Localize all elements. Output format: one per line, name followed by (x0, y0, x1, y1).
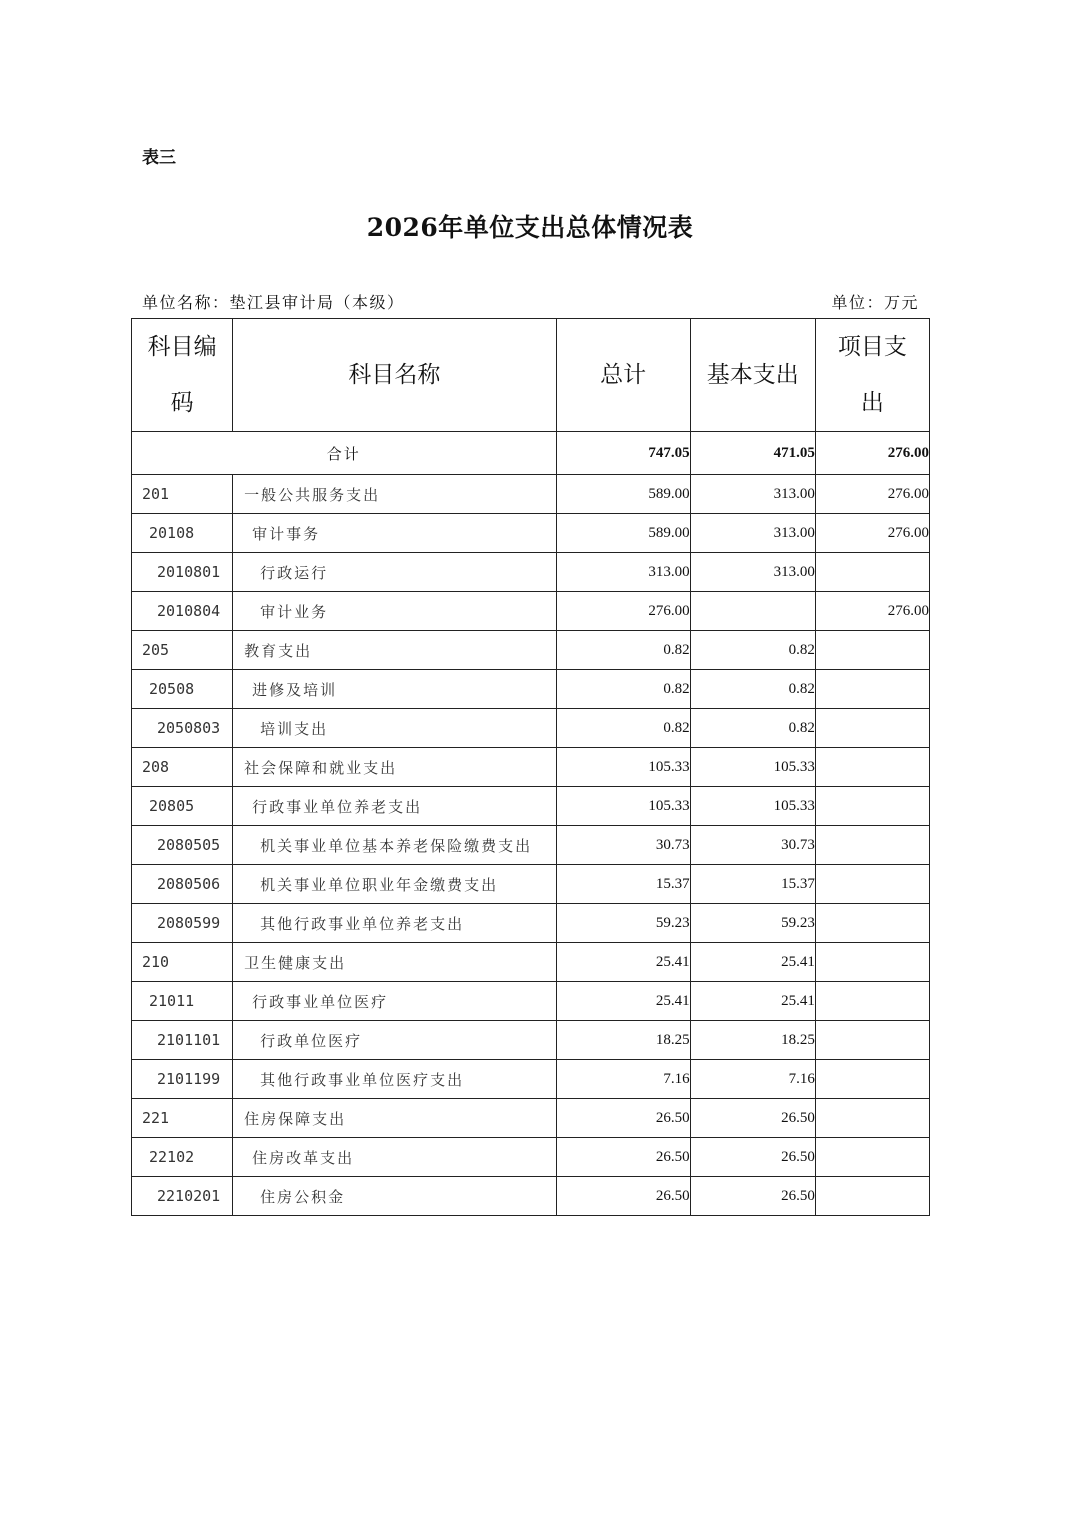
row-name: 行政事业单位养老支出 (233, 787, 556, 826)
row-total: 0.82 (556, 670, 690, 709)
row-basic: 26.50 (690, 1138, 815, 1177)
row-code: 2101101 (132, 1021, 233, 1060)
table-row (132, 475, 930, 514)
unit-measure: 单位：万元 (831, 293, 919, 312)
row-total: 26.50 (556, 1177, 690, 1216)
table-row (132, 1060, 930, 1099)
table-row (132, 553, 930, 592)
row-name: 住房改革支出 (233, 1138, 556, 1177)
header-total: 总计 (556, 319, 690, 432)
row-basic: 30.73 (690, 826, 815, 865)
row-name: 住房保障支出 (233, 1099, 556, 1138)
table-row (132, 748, 930, 787)
row-basic: 313.00 (690, 475, 815, 514)
total-basic: 471.05 (690, 432, 815, 475)
row-total: 25.41 (556, 982, 690, 1021)
row-project (815, 904, 929, 943)
row-basic: 26.50 (690, 1177, 815, 1216)
total-row (132, 432, 930, 475)
table-row (132, 826, 930, 865)
row-total: 589.00 (556, 514, 690, 553)
row-code: 22102 (132, 1138, 233, 1177)
row-code: 2080599 (132, 904, 233, 943)
row-total: 105.33 (556, 787, 690, 826)
row-code: 2101199 (132, 1060, 233, 1099)
header-code: 科目编码 (132, 319, 233, 432)
table-row (132, 787, 930, 826)
table-row (132, 1138, 930, 1177)
row-name: 社会保障和就业支出 (233, 748, 556, 787)
row-name: 审计业务 (233, 592, 556, 631)
row-code: 20508 (132, 670, 233, 709)
row-code: 20805 (132, 787, 233, 826)
row-project (815, 670, 929, 709)
row-basic: 18.25 (690, 1021, 815, 1060)
row-name: 机关事业单位职业年金缴费支出 (233, 865, 556, 904)
row-project (815, 982, 929, 1021)
row-project (815, 631, 929, 670)
row-name: 机关事业单位基本养老保险缴费支出 (233, 826, 556, 865)
table-row (132, 670, 930, 709)
table-label: 表三 (142, 148, 176, 168)
row-name: 卫生健康支出 (233, 943, 556, 982)
expenditure-table (131, 318, 930, 1216)
row-project (815, 1138, 929, 1177)
row-name: 教育支出 (233, 631, 556, 670)
row-basic: 59.23 (690, 904, 815, 943)
total-total: 747.05 (556, 432, 690, 475)
row-name: 行政事业单位医疗 (233, 982, 556, 1021)
row-code: 20108 (132, 514, 233, 553)
table-row (132, 1021, 930, 1060)
row-basic: 0.82 (690, 631, 815, 670)
table-row (132, 1099, 930, 1138)
row-code: 2080506 (132, 865, 233, 904)
row-code: 221 (132, 1099, 233, 1138)
row-code: 2010804 (132, 592, 233, 631)
row-basic: 0.82 (690, 709, 815, 748)
row-project (815, 787, 929, 826)
row-basic: 7.16 (690, 1060, 815, 1099)
header-project: 项目支出 (815, 319, 929, 432)
header-name: 科目名称 (233, 319, 556, 432)
row-project (815, 1177, 929, 1216)
row-name: 培训支出 (233, 709, 556, 748)
row-code: 205 (132, 631, 233, 670)
row-total: 15.37 (556, 865, 690, 904)
document-title: 2026年单位支出总体情况表 (366, 213, 694, 242)
row-basic: 25.41 (690, 943, 815, 982)
row-project: 276.00 (815, 475, 929, 514)
row-code: 210 (132, 943, 233, 982)
row-total: 25.41 (556, 943, 690, 982)
row-project: 276.00 (815, 592, 929, 631)
row-project (815, 748, 929, 787)
row-project (815, 709, 929, 748)
row-name: 其他行政事业单位医疗支出 (233, 1060, 556, 1099)
row-name: 其他行政事业单位养老支出 (233, 904, 556, 943)
row-basic: 0.82 (690, 670, 815, 709)
table-row (132, 514, 930, 553)
row-total: 105.33 (556, 748, 690, 787)
row-total: 59.23 (556, 904, 690, 943)
row-total: 26.50 (556, 1138, 690, 1177)
row-name: 进修及培训 (233, 670, 556, 709)
total-label: 合计 (132, 432, 557, 475)
row-total: 313.00 (556, 553, 690, 592)
row-name: 行政单位医疗 (233, 1021, 556, 1060)
row-project (815, 1060, 929, 1099)
table-row (132, 592, 930, 631)
row-name: 审计事务 (233, 514, 556, 553)
row-project (815, 1021, 929, 1060)
row-name: 住房公积金 (233, 1177, 556, 1216)
table-row (132, 943, 930, 982)
total-project: 276.00 (815, 432, 929, 475)
row-basic: 313.00 (690, 514, 815, 553)
row-basic (690, 592, 815, 631)
table-row (132, 1177, 930, 1216)
row-total: 0.82 (556, 631, 690, 670)
row-total: 589.00 (556, 475, 690, 514)
row-total: 18.25 (556, 1021, 690, 1060)
row-total: 0.82 (556, 709, 690, 748)
row-project: 276.00 (815, 514, 929, 553)
table-row (132, 709, 930, 748)
row-project (815, 553, 929, 592)
row-code: 208 (132, 748, 233, 787)
row-total: 26.50 (556, 1099, 690, 1138)
row-code: 2210201 (132, 1177, 233, 1216)
row-basic: 105.33 (690, 787, 815, 826)
row-name: 行政运行 (233, 553, 556, 592)
row-total: 276.00 (556, 592, 690, 631)
row-code: 2050803 (132, 709, 233, 748)
row-code: 2080505 (132, 826, 233, 865)
row-basic: 105.33 (690, 748, 815, 787)
row-code: 21011 (132, 982, 233, 1021)
row-project (815, 865, 929, 904)
header-row (132, 319, 930, 432)
header-basic: 基本支出 (690, 319, 815, 432)
table-row (132, 904, 930, 943)
row-name: 一般公共服务支出 (233, 475, 556, 514)
row-total: 30.73 (556, 826, 690, 865)
row-project (815, 1099, 929, 1138)
table-row (132, 982, 930, 1021)
row-basic: 313.00 (690, 553, 815, 592)
row-code: 201 (132, 475, 233, 514)
row-code: 2010801 (132, 553, 233, 592)
row-basic: 15.37 (690, 865, 815, 904)
table-row (132, 865, 930, 904)
row-basic: 26.50 (690, 1099, 815, 1138)
row-basic: 25.41 (690, 982, 815, 1021)
unit-name: 单位名称：垫江县审计局（本级） (142, 293, 405, 312)
row-total: 7.16 (556, 1060, 690, 1099)
table-row (132, 631, 930, 670)
row-project (815, 943, 929, 982)
row-project (815, 826, 929, 865)
